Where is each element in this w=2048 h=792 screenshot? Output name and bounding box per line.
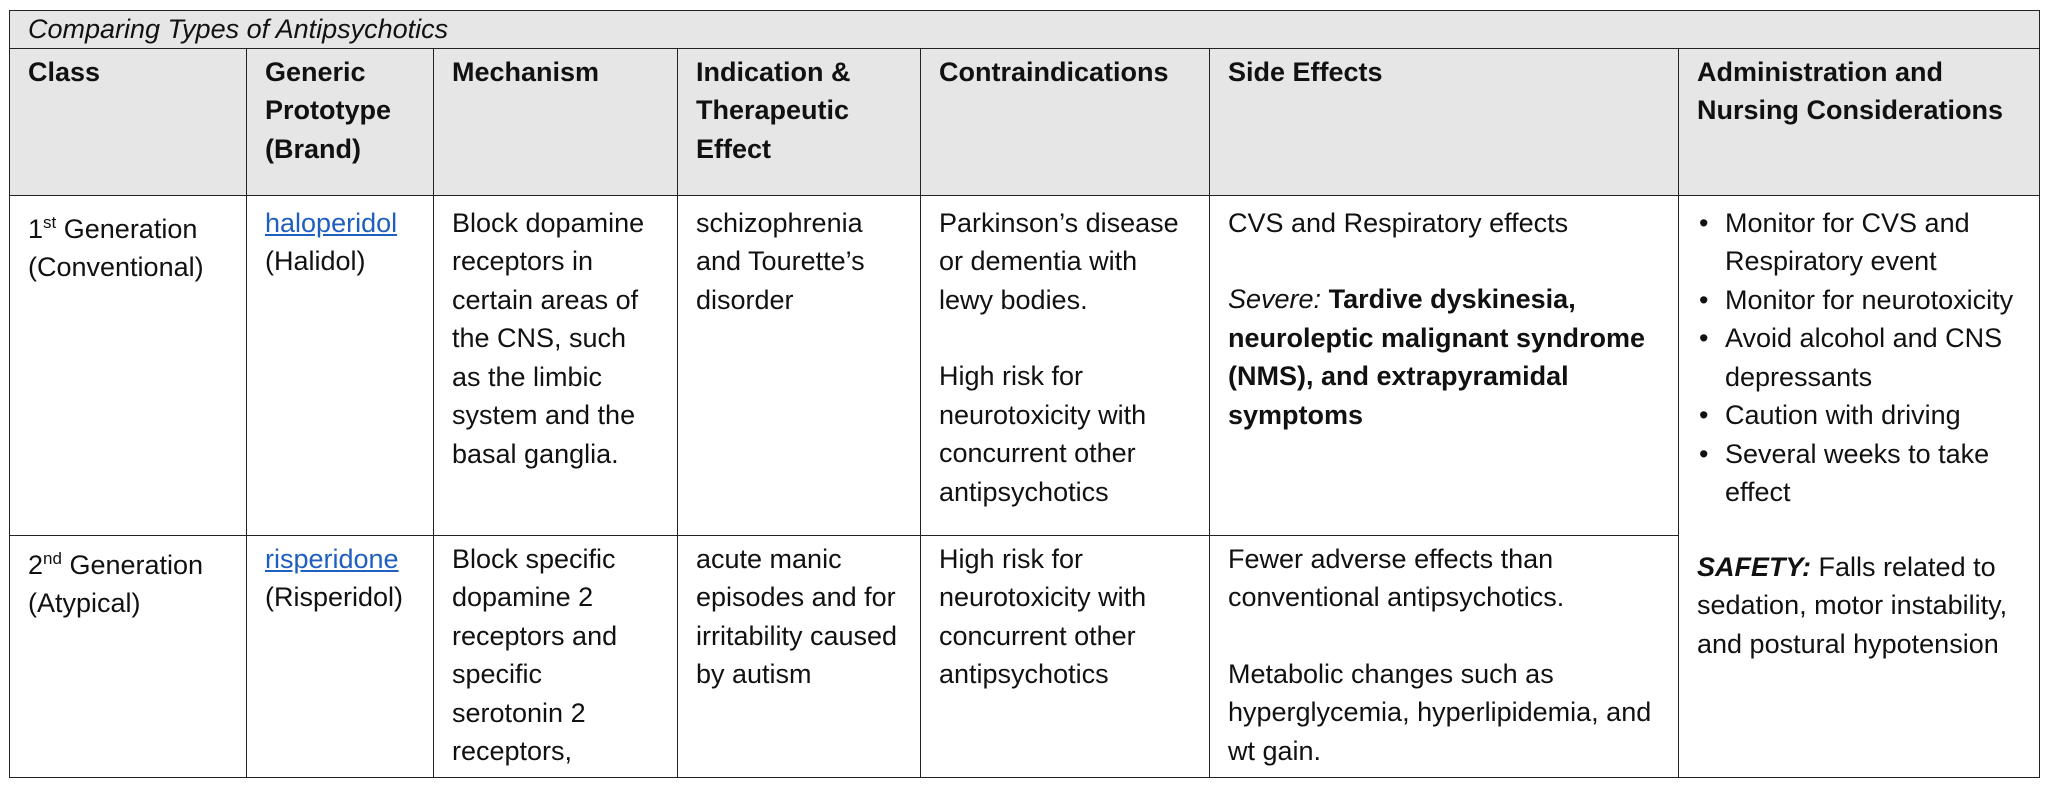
- header-administration: [1679, 48, 2040, 195]
- header-indication-line1: Indication &: [696, 56, 851, 87]
- side-effects-cell: [1210, 195, 1679, 535]
- safety-text: Falls related to sedation, motor instability, and postural hypotension: [1697, 551, 2008, 659]
- table-row: [10, 195, 2040, 535]
- header-indication-line2: Therapeutic: [696, 95, 850, 126]
- brand-name: (Halidol): [265, 246, 366, 277]
- contraindications-cell: High risk for neurotoxicity with concurrent other antipsychotics: [921, 535, 1210, 777]
- side-effect-severe: [1228, 280, 1660, 434]
- side-effect-text: Metabolic changes such as hyperglycemia, hyperlipidemia, and wt gain.: [1228, 658, 1652, 766]
- header-admin-line2: Nursing Considerations: [1697, 95, 2004, 126]
- indication-cell: acute manic episodes and for irritability caused by autism: [678, 535, 921, 777]
- contraindication-text: High risk for neurotoxicity with concurrent other antipsychotics: [939, 361, 1147, 507]
- class-number: 1: [28, 213, 44, 244]
- header-row: [10, 48, 2040, 195]
- header-generic: [247, 48, 434, 195]
- class-cell: [10, 535, 247, 777]
- safety-note: [1697, 548, 2021, 664]
- drug-link-risperidone[interactable]: risperidone: [265, 543, 399, 574]
- mechanism-cell: Block dopamine receptors in certain areas of the CNS, such as the limbic system and the basal ganglia.: [434, 195, 678, 535]
- class-generation: Generation: [56, 213, 198, 244]
- side-effect-text: Fewer adverse effects than conventional antipsychotics.: [1228, 543, 1565, 613]
- side-effects-cell: [1210, 535, 1679, 777]
- class-generation: Generation: [61, 549, 204, 580]
- drug-link-haloperidol[interactable]: haloperidol: [265, 207, 398, 238]
- severe-effects: Tardive dyskinesia, neuroleptic malignant syndrome (NMS), and extrapyramidal symptoms: [1228, 284, 1646, 430]
- contraindications-cell: [921, 195, 1210, 535]
- header-generic-line3: (Brand): [265, 133, 361, 164]
- contraindication-text: Parkinson’s disease or dementia with lewy bodies.: [939, 207, 1179, 315]
- header-contraindications: Contraindications: [921, 48, 1210, 195]
- nursing-bullet-list: [1697, 204, 2021, 512]
- class-ordinal: st: [43, 212, 57, 232]
- class-type: (Atypical): [28, 588, 141, 619]
- header-indication-line3: Effect: [696, 133, 772, 164]
- list-item: • Monitor for CVS and Respiratory event: [1697, 204, 2021, 281]
- administration-cell: [1679, 195, 2040, 777]
- header-mechanism: Mechanism: [434, 48, 678, 195]
- class-name: [28, 540, 228, 585]
- list-item: • Caution with driving: [1697, 396, 2021, 435]
- class-ordinal: nd: [43, 548, 62, 568]
- antipsychotics-table: [9, 10, 2040, 778]
- class-name: [28, 204, 228, 249]
- generic-cell: [247, 535, 434, 777]
- table-caption: Comparing Types of Antipsychotics: [10, 11, 2040, 49]
- severe-label: Severe:: [1228, 284, 1322, 315]
- header-generic-line2: Prototype: [265, 95, 392, 126]
- list-item: • Monitor for neurotoxicity: [1697, 281, 2021, 320]
- header-side-effects: Side Effects: [1210, 48, 1679, 195]
- list-item: • Several weeks to take effect: [1697, 435, 2021, 512]
- list-item: • Avoid alcohol and CNS depressants: [1697, 319, 2021, 396]
- brand-name: (Risperidol): [265, 582, 404, 613]
- mechanism-cell: Block specific dopamine 2 receptors and specific serotonin 2 receptors,: [434, 535, 678, 777]
- header-generic-line1: Generic: [265, 56, 366, 87]
- class-cell: [10, 195, 247, 535]
- safety-label: SAFETY:: [1697, 551, 1812, 582]
- class-type: (Conventional): [28, 252, 204, 283]
- side-effect-text: CVS and Respiratory effects: [1228, 207, 1569, 238]
- header-class: Class: [10, 48, 247, 195]
- header-admin-line1: Administration and: [1697, 56, 1944, 87]
- class-number: 2: [28, 549, 44, 580]
- indication-cell: schizophrenia and Tourette’s disorder: [678, 195, 921, 535]
- header-indication: [678, 48, 921, 195]
- generic-cell: [247, 195, 434, 535]
